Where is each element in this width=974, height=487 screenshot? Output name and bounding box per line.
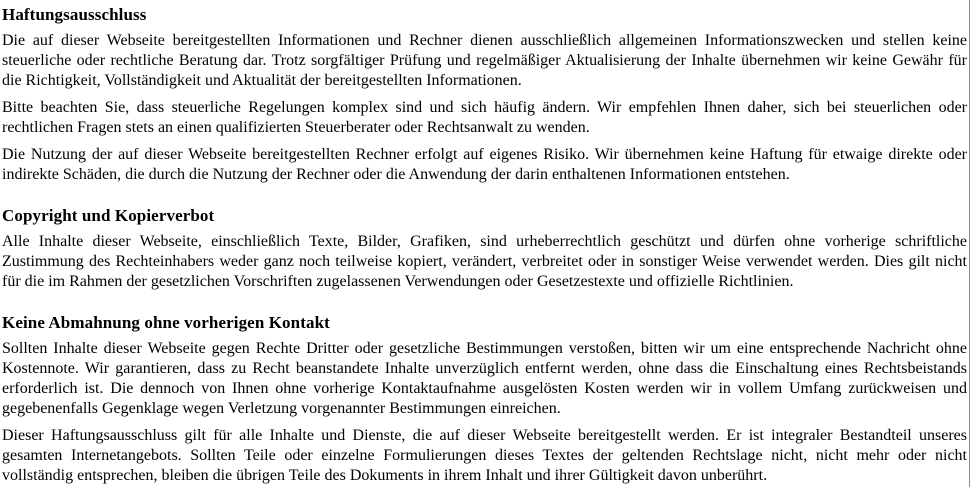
paragraph-copyright: Alle Inhalte dieser Webseite, einschließlich Texte, Bilder, Grafiken, sind urheberrechtlich geschützt und dürfen ohne vorherige schriftliche Zustimmung des Rechteinhabers weder ganz noch teilweise kopiert, verändert, verbreitet oder in sonstiger Weise verwendet werden. Dies gilt nicht für die im Rahmen der gesetzlichen Vorschriften zugelassenen Verwendungen oder Gesetzestexte und offizielle Richtlinien. [2,233,967,290]
heading-abmahnung: Keine Abmahnung ohne vorherigen Kontakt [2,313,330,332]
section-haftungsausschluss [2,4,967,185]
heading-haftungsausschluss: Haftungsausschluss [2,5,147,24]
paragraph-salvatorische-klausel: Dieser Haftungsausschluss gilt für alle Inhalte und Dienste, die auf dieser Webseite bereitgestellt werden. Er ist integraler Bestandteil unseres gesamten Internetangebots. Sollten Teile oder einzelne Formulierungen dieses Textes der geltenden Rechtslage nicht, nicht mehr oder nicht vollständig entsprechen, bleiben die übrigen Teile des Dokuments in ihrem Inhalt und ihrer Gültigkeit davon unberührt. [2,427,967,484]
section-copyright [2,205,967,292]
paragraph-abmahnung-kontakt: Sollten Inhalte dieser Webseite gegen Rechte Dritter oder gesetzliche Bestimmungen verstoßen, bitten wir um eine entsprechende Nachricht ohne Kostennote. Wir garantieren, dass zu Recht beanstandete Inhalte unverzüglich entfernt werden, ohne dass die Einschaltung eines Rechtsbeistands erforderlich ist. Die dennoch von Ihnen ohne vorherige Kontaktaufnahme ausgelösten Kosten werden wir in vollem Umfang zurückweisen und gegebenenfalls Gegenklage wegen Verletzung vorgenannter Bestimmungen einreichen. [2,340,967,417]
right-border-line [969,0,970,487]
paragraph-disclaimer-risk: Die Nutzung der auf dieser Webseite bereitgestellten Rechner erfolgt auf eigenes Risiko. Wir übernehmen keine Haftung für etwaige direkte oder indirekte Schäden, die durch die Nutzung der Rechner oder die Anwendung der darin enthaltenen Informationen entstehen. [2,146,967,183]
paragraph-disclaimer-advice: Bitte beachten Sie, dass steuerliche Regelungen komplex sind und sich häufig ändern. Wir empfehlen Ihnen daher, sich bei steuerlichen oder rechtlichen Fragen stets an einen qualifizierten Steuerberater oder Rechtsanwalt zu wenden. [2,99,967,136]
heading-copyright: Copyright und Kopierverbot [2,206,215,225]
section-abmahnung [2,312,967,486]
paragraph-disclaimer-purpose: Die auf dieser Webseite bereitgestellten Informationen und Rechner dienen ausschließlich allgemeinen Informationszwecken und stellen keine steuerliche oder rechtliche Beratung dar. Trotz sorgfältiger Prüfung und regelmäßiger Aktualisierung der Inhalte übernehmen wir keine Gewähr für die Richtigkeit, Vollständigkeit und Aktualität der bereitgestellten Informationen. [2,32,967,89]
